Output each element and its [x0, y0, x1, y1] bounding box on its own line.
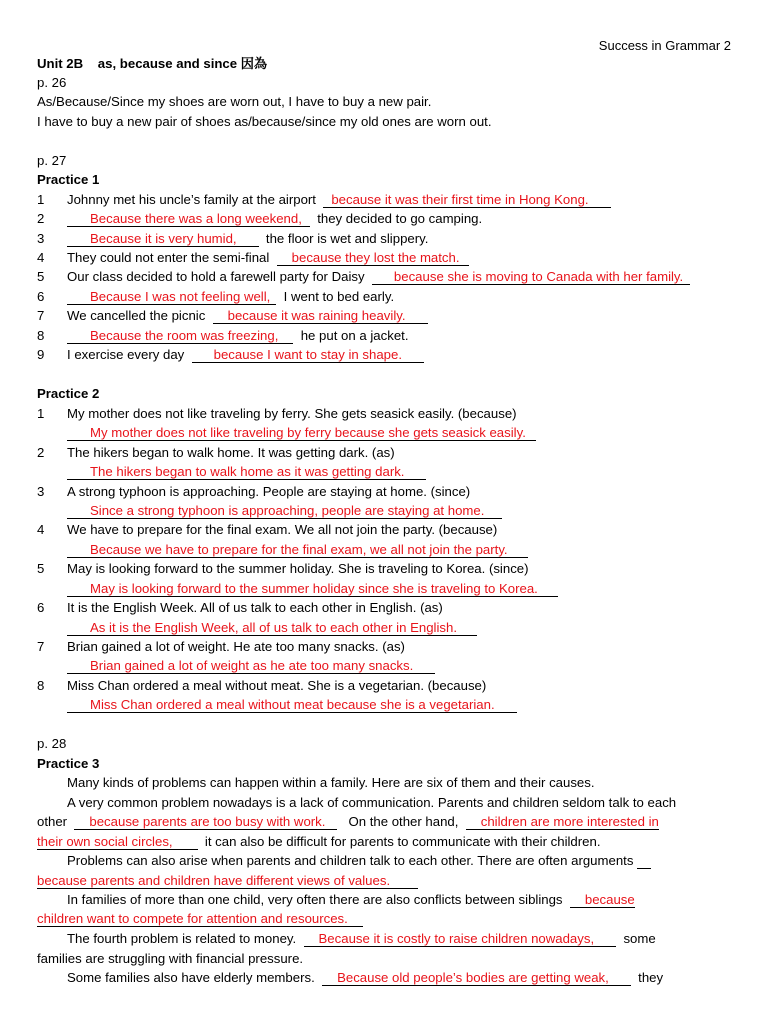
practice-1-item: 7 We cancelled the picnic because it was raining heavily.: [37, 307, 737, 325]
practice-1-item: 8 Because the room was freezing, he put on a jacket.: [37, 328, 409, 343]
practice-1-item: 4 They could not enter the semi-final because they lost the match.: [37, 249, 737, 267]
practice-3-intro: Many kinds of problems can happen within a family. Here are six of them and their causes.: [67, 775, 595, 790]
practice-1-item: 5 Our class decided to hold a farewell party for Daisy because she is moving to Canada with her family.: [37, 268, 737, 286]
page-header: Success in Grammar 2: [598, 38, 731, 53]
practice-2-title: Practice 2: [37, 386, 100, 401]
practice-2-answer: The hikers began to walk home as it was getting dark.: [37, 463, 737, 481]
paragraph-line: In families of more than one child, very often there are also conflicts between siblings because: [67, 892, 635, 907]
answer-blank: because she is moving to Canada with her family.: [372, 269, 690, 285]
practice-1-title: Practice 1: [37, 172, 100, 187]
example-1: As/Because/Since my shoes are worn out, I have to buy a new pair.: [37, 94, 432, 109]
practice-2-question: 7 Brian gained a lot of weight. He ate too many snacks. (as): [37, 639, 405, 654]
practice-2-question: 5 May is looking forward to the summer holiday. She is traveling to Korea. (since): [37, 561, 529, 576]
page-ref-26: p. 26: [37, 75, 67, 90]
example-2: I have to buy a new pair of shoes as/because/since my old ones are worn out.: [37, 114, 492, 129]
paragraph-line: families are struggling with financial pressure.: [37, 951, 304, 966]
practice-1-item: 3 Because it is very humid, the floor is wet and slippery.: [37, 231, 429, 246]
practice-2-answer: May is looking forward to the summer holiday since she is traveling to Korea.: [37, 580, 737, 598]
answer-blank: because it was raining heavily.: [213, 308, 428, 324]
practice-3-title: Practice 3: [37, 756, 100, 771]
answer-blank: because they lost the match.: [277, 250, 469, 266]
page-ref-28: p. 28: [37, 736, 67, 751]
answer-blank: Because the room was freezing,: [67, 328, 293, 344]
practice-2-answer: Since a strong typhoon is approaching, people are staying at home.: [37, 502, 737, 520]
answer-blank: Because there was a long weekend,: [67, 211, 310, 227]
practice-1-item: 6 Because I was not feeling well, I went to bed early.: [37, 289, 395, 304]
paragraph-line: The fourth problem is related to money. Because it is costly to raise children nowadays, some: [67, 931, 656, 946]
practice-2-answer: Because we have to prepare for the final exam, we all not join the party.: [37, 541, 737, 559]
answer-blank: Because I was not feeling well,: [67, 289, 276, 305]
practice-1-item: 9 I exercise every day because I want to stay in shape.: [37, 346, 737, 364]
paragraph-line: A very common problem nowadays is a lack of communication. Parents and children seldom talk to each: [67, 795, 677, 810]
paragraph-line: children want to compete for attention and resources.: [37, 910, 363, 928]
answer-blank: because it was their first time in Hong Kong.: [323, 192, 610, 208]
answer-blank: because I want to stay in shape.: [192, 347, 424, 363]
practice-1-item: 1 Johnny met his uncle’s family at the airport because it was their first time in Hong Kong.: [37, 191, 737, 209]
answer-blank: Because it is very humid,: [67, 231, 259, 247]
paragraph-line: their own social circles, it can also be difficult for parents to communicate with their children.: [37, 834, 601, 849]
paragraph-line: because parents and children have different views of values.: [37, 872, 418, 890]
practice-2-question: 3 A strong typhoon is approaching. People are staying at home. (since): [37, 484, 471, 499]
page-ref-27: p. 27: [37, 153, 67, 168]
paragraph-line: Problems can also arise when parents and children talk to each other. There are often arguments: [67, 852, 651, 870]
paragraph-line: other because parents are too busy with work. On the other hand, children are more interested in: [37, 814, 659, 829]
unit-title: Unit 2B as, because and since 因為: [37, 56, 268, 71]
practice-1-item: 2 Because there was a long weekend, they decided to go camping.: [37, 211, 483, 226]
practice-2-answer: Brian gained a lot of weight as he ate too many snacks.: [37, 657, 737, 675]
practice-2-answer: My mother does not like traveling by ferry because she gets seasick easily.: [37, 424, 737, 442]
practice-2-question: 6 It is the English Week. All of us talk to each other in English. (as): [37, 600, 443, 615]
practice-2-question: 8 Miss Chan ordered a meal without meat. She is a vegetarian. (because): [37, 678, 487, 693]
practice-2-question: 1 My mother does not like traveling by ferry. She gets seasick easily. (because): [37, 406, 517, 421]
practice-2-answer: As it is the English Week, all of us talk to each other in English.: [37, 619, 737, 637]
paragraph-line: Some families also have elderly members. Because old people’s bodies are getting weak, they: [67, 970, 664, 985]
practice-2-question: 4 We have to prepare for the final exam. We all not join the party. (because): [37, 522, 498, 537]
practice-2-answer: Miss Chan ordered a meal without meat because she is a vegetarian.: [37, 696, 737, 714]
practice-2-question: 2 The hikers began to walk home. It was getting dark. (as): [37, 445, 395, 460]
